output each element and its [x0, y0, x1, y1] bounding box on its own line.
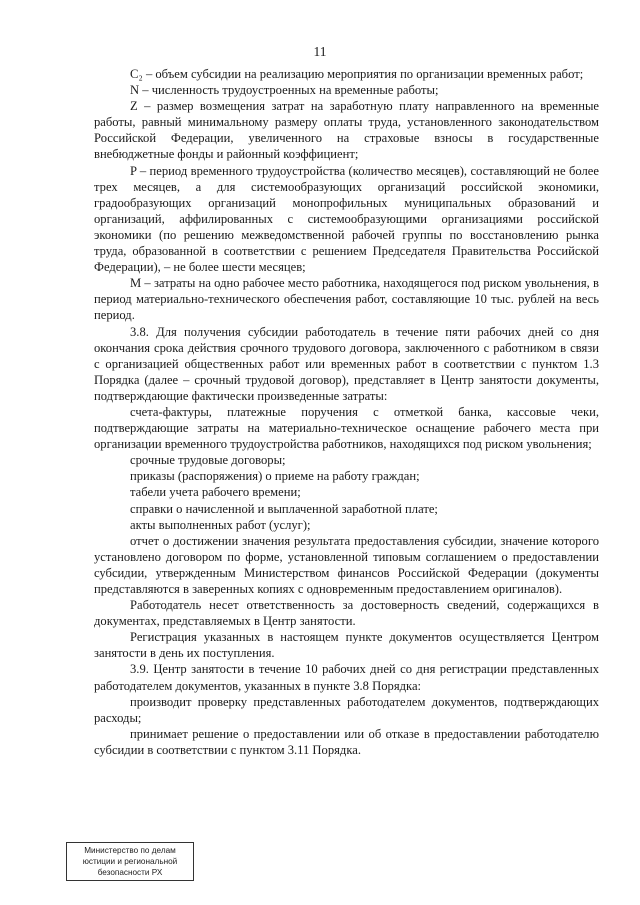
- list-item: срочные трудовые договоры;: [130, 453, 286, 468]
- list-item: приказы (распоряжения) о приеме на работу граждан;: [130, 469, 420, 484]
- paragraph: N – численность трудоустроенных на временные работы;: [130, 83, 439, 98]
- paragraph: Работодатель несет ответственность за достоверность сведений, содержащихся в документах, представляемых в Центр занятости.: [94, 598, 599, 629]
- list-item: табели учета рабочего времени;: [130, 485, 301, 500]
- registration-stamp: [66, 842, 194, 881]
- paragraph: отчет о достижении значения результата предоставления субсидии, значение которого установлено договором по форме, установленной типовым соглашением о предоставлении субсидии, утвержденным Министерством финансов Российской Федерации (документы представляются в заверенных копиях с одновременным предоставлением оригиналов).: [94, 533, 599, 596]
- paragraph: 3.9. Центр занятости в течение 10 рабочих дней со дня регистрации представленных работодателем документов, указанных в пункте 3.8 Порядка:: [94, 662, 599, 693]
- paragraph: счета-фактуры, платежные поручения с отметкой банка, кассовые чеки, подтверждающие затраты на материально-техническое оснащение рабочего места при организации временного трудоустройства работников, находящихся под риском увольнения;: [94, 404, 599, 452]
- paragraph: M – затраты на одно рабочее место работника, находящегося под риском увольнения, в период материально-технического обеспечения работ, составляющие 10 тыс. рублей на весь период.: [94, 276, 599, 323]
- stamp-line: юстиции и региональной: [82, 857, 178, 866]
- paragraph: принимает решение о предоставлении или об отказе в предоставлении работодателю субсидии в соответствии с пунктом 3.11 Порядка.: [94, 726, 599, 757]
- paragraph: Z – размер возмещения затрат на заработную плату направленного на временные работы, равный минимальному размеру оплаты труда, установленного законодательством Российской Федерации, увеличенного на страховые взносы в государственные внебюджетные фонды и районный коэффициент;: [94, 99, 599, 162]
- paragraph: C₂ – объем субсидии на реализацию мероприятия по организации временных работ;: [130, 67, 584, 81]
- stamp-line: Министерство по делам: [84, 846, 176, 855]
- list-item: акты выполненных работ (услуг);: [130, 517, 311, 532]
- stamp-line: безопасности РХ: [97, 868, 163, 877]
- body-text: [94, 66, 599, 758]
- page-number: 11: [313, 44, 327, 59]
- paragraph: 3.8. Для получения субсидии работодатель в течение пяти рабочих дней со дня окончания срока действия срочного трудового договора, заключенного с работником в связи с организацией общественных работ или временных работ в соответствии с пунктом 1.3 Порядка (далее – срочный трудовой договор), представляет в Центр занятости документы, подтверждающие фактически произведенные затраты:: [94, 324, 599, 403]
- list-item: справки о начисленной и выплаченной заработной плате;: [130, 501, 438, 516]
- paragraph: P – период временного трудоустройства (количество месяцев), составляющий не более трех месяцев, а для системообразующих организаций российской экономики, градообразующих организаций монопрофильных муниципальных образований и организаций, аффилированных с системообразующими организациями российской экономики (по решению межведомственной рабочей группы по восстановлению рынка труда, образованной в соответствии с решением Председателя Правительства Российской Федерации), – не более шести месяцев;: [94, 163, 599, 275]
- paragraph: производит проверку представленных работодателем документов, подтверждающих расходы;: [94, 694, 599, 725]
- paragraph: Регистрация указанных в настоящем пункте документов осуществляется Центром занятости в день их поступления.: [94, 630, 599, 661]
